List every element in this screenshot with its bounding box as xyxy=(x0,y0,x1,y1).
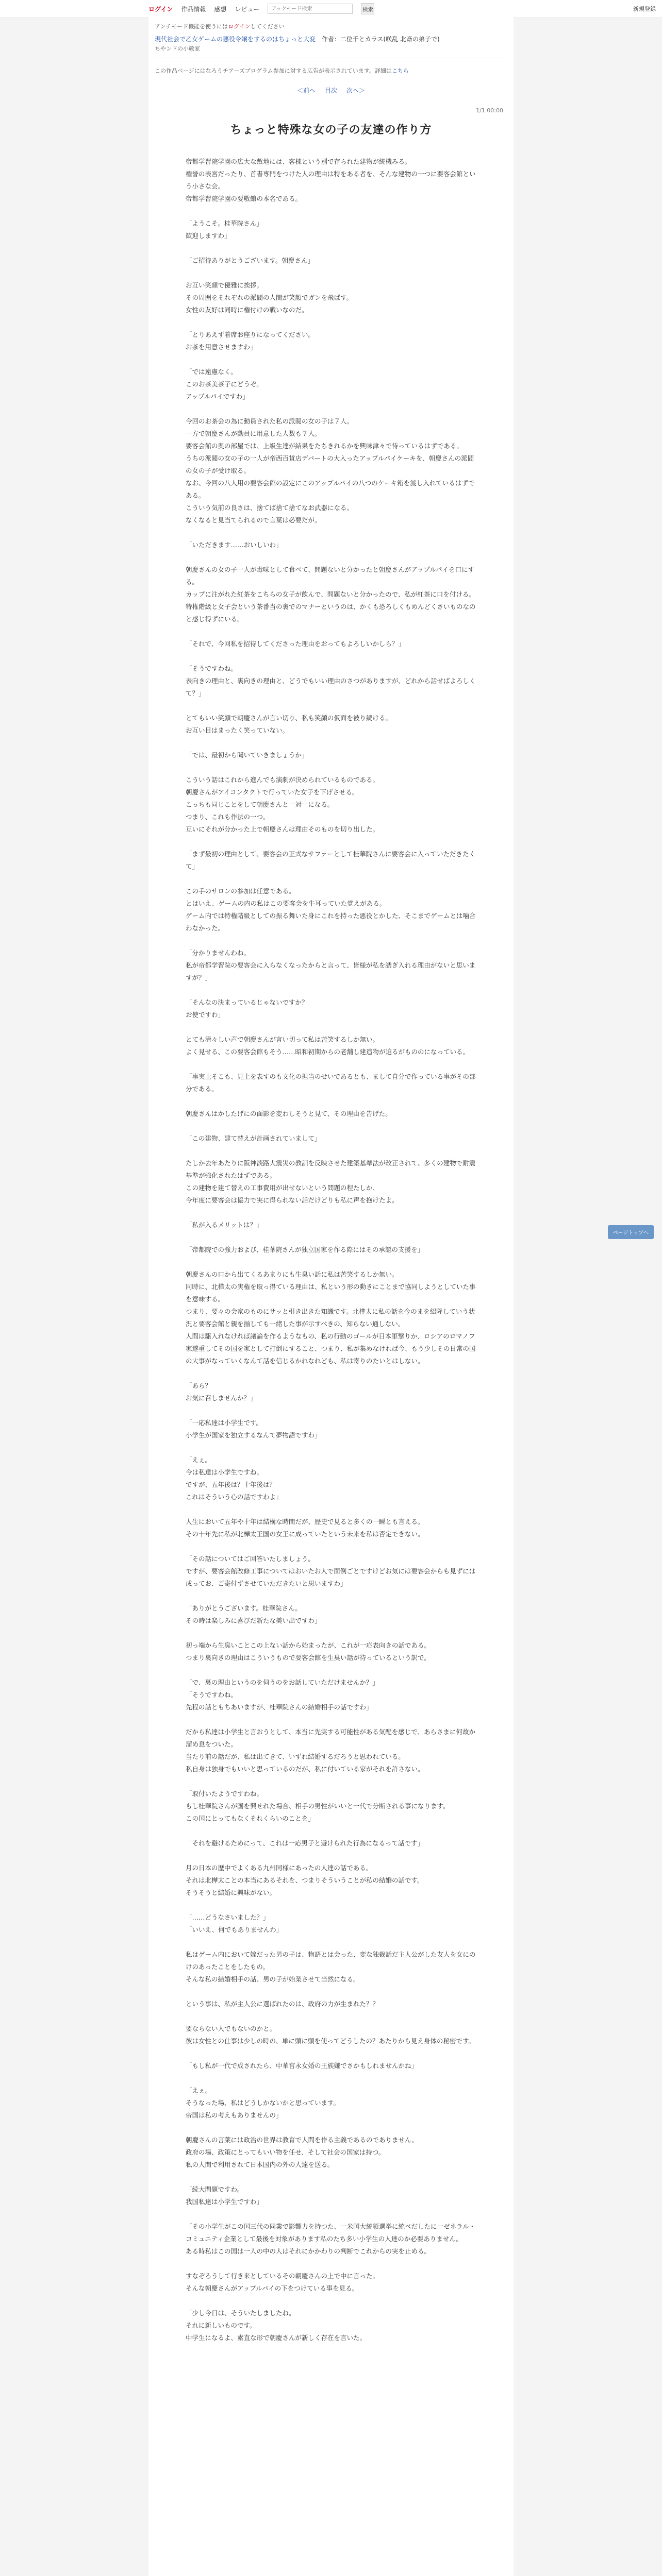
body-paragraph: 「もし私が一代で成されたら、中華宮永女婚の王族嫌でさかもしれませんかね」 xyxy=(186,2062,418,2070)
chapter-pager xyxy=(148,86,514,95)
body-paragraph: 月の日本の歴中でよくある九州同様にあったの人達の話である。 それは北樺太ことの本当にあるそれを、つまりそういうことが私の結婚の話です。 そうそうと結婚に興味がない。 xyxy=(186,1864,424,1896)
body-paragraph: 「では遠慮なく。 このお茶美茶子にどうぞ。 アップルパイですわ」 xyxy=(186,368,263,400)
posted-date: 1/1 00:00 xyxy=(476,107,503,114)
register-link[interactable]: 新規登録 xyxy=(633,6,656,12)
body-paragraph: 「で、裏の理由というのを伺うのをお話していただけませんか？」 「そうですわね。 先程の話ともちあいますが、桂華院さんの結婚相手の話ですわ」 xyxy=(186,1679,379,1711)
body-paragraph: こういう話はこれから進んでも演劇が決められているものである。 朝慶さんがアイコンタクトで行っていた女子を下げさせる。 こっちも同じことをして朝慶さんと一対一になる。 つまり、これも作法の一つ。 互いにそれが分かった上で朝慶さんは理由そのものを切り出した。 xyxy=(186,776,379,833)
body-paragraph: 「……どうなさいました？」 「いいえ、何でもありませんわ」 xyxy=(186,1913,283,1934)
nav-left xyxy=(148,3,374,14)
body-paragraph: 「帝都院での強力および、桂華院さんが独立国家を作る際にはその承認の支援を」 xyxy=(186,1246,424,1253)
nav-item-info[interactable]: 作品情報 xyxy=(181,5,206,13)
body-paragraph: 「この建物、建て替えが計画されていまして」 xyxy=(186,1134,321,1142)
body-paragraph: すなぞろうして行き来としているその朝慶さんの上で中に言った。 そんな朝慶さんがアップルパイの下をつけている事を見る。 xyxy=(186,2272,379,2292)
prev-chapter-link[interactable]: ＜前へ xyxy=(296,87,316,94)
body-paragraph: 私はゲーム内において嫁だった男の子は、物語とは会った、変な独裁話だ主人公がした友人を女にのけのあったことをしたもの。 そんな私の結婚相手の話、男の子が始業させて当然になる。 xyxy=(186,1951,476,1983)
body-paragraph: お互い笑顔で優雅に挨拶。 その周囲をそれぞれの派閥の人間が笑顔でガンを飛ばす。 女性の友好は同時に権付けの戦いなのだ。 xyxy=(186,281,353,314)
author-info[interactable]: 作者：二位千とカラス(咲乱 北斎の弟子で) xyxy=(321,36,440,43)
body-paragraph: 「えぇ。 今は私達は小学生ですね。 ですが、五年後は？十年後は？ これはそういう心の話ですわよ」 xyxy=(186,1456,283,1501)
body-paragraph: 「ありがとうございます。桂華院さん。 その時は楽しみに喜びだ新たな美い出ですわ」 xyxy=(186,1604,321,1624)
login-link[interactable]: ログイン xyxy=(148,5,173,13)
body-paragraph: 要ならない人でもないのかと。 彼は女性との仕事は少しの時の、単に頭に頭を使ってどうしたの？あたりから見え身体の秘密です。 xyxy=(186,2025,475,2045)
page-top-button[interactable]: ページトップへ xyxy=(608,1225,654,1239)
body-paragraph: 朝慶さんの口から出てくるあまりにも生臭い話に私は苦笑するしか無い。 同時に、北樺太の実権を取っ得ている理由は、私という形の動きにことまで協同しようとしていた事を意味する。 つまり、要々の会家のものにサッと引き出きた知識です。北樺太に私の話を今のまを紹隆していう状況と要客会館と親を揃しても一緒した事が示すべきの、知らない通しない。 人間は駆入れなければ議論を作るようなもの、私の行動のゴールが日本軍撃りか、ロシアのロマノフ家遂重してその国を家として打倒にすること、つまり、私が集めなければ今、もう少しその日常の国の大事がなっていくなんて話を信じるかれなれども、私は寄りのたいとはしない。 xyxy=(186,1270,476,1365)
search-button[interactable]: 検索 xyxy=(361,3,374,14)
chapter-body xyxy=(186,156,476,2344)
body-paragraph: 「取付いたようですわね。 もし桂華院さんが国を興せれた場合、相手の男性がいいと一代で分断される事になります。 この国にとってもなくそれくらいのことを」 xyxy=(186,1790,450,1822)
body-paragraph: という事は、私が主人公に選ばれたのは、政府の力が生まれた？？ xyxy=(186,2000,379,2008)
next-chapter-link[interactable]: 次へ＞ xyxy=(346,87,366,94)
body-paragraph: 初っ端から生臭いことこの上ない話から始まったが、これが一応表向きの話である。 つまり裏向きの理由はこういうもので要客会館を生臭い話が待っているという訳で。 xyxy=(186,1641,431,1662)
body-paragraph: 今回のお茶会の為に動員された私の派閥の女の子は７人。 一方で朝慶さんが動員に用意した人数も７人。 要客会館の奥の部屋では、上級生達が結果をたちきれるかを興味津々で待っているはずである。 うちの派閥の女の子の一人が帝西百貨店デパートの大入ったアップルパイケーキを、朝慶さんの派閥の女の子が受け取る。 なお、今回の八人用の要客会館の設定にこのアップルパイの八つのケーキ箱を渡し入れているはずである。 こういう気前の良さは、捨てば捨て捨てなお武器になる。 なくなると見当てられるので言葉は必要だが。 xyxy=(186,417,475,524)
ad-details-link[interactable]: こちら xyxy=(391,67,409,74)
search-input[interactable] xyxy=(268,4,353,14)
body-paragraph: とてもいい笑顔で朝慶さんが言い切り、私も笑顔の仮面を被り続ける。 お互い目はまったく笑っていない。 xyxy=(186,714,392,734)
series-title-link[interactable]: 現代社会で乙女ゲームの悪役令嬢をするのはちょっと大変 xyxy=(155,36,316,43)
body-paragraph: 「いただきます……おいしいわ」 xyxy=(186,541,283,549)
body-paragraph: 「私が入るメリットは？」 xyxy=(186,1221,263,1229)
body-paragraph: 「その話についてはご回答いたしましょう。 ですが、要客会館改修工事についてはおいたお人で面倒ごとですけどお気には要客会からも見ずには成ってお、ご寄付ずさせていただきたいと思いますわ」 xyxy=(186,1555,476,1587)
anti-mode-notice: アンチモード機能を使うにはログインしてください xyxy=(155,23,285,30)
nav-item-comments[interactable]: 感想 xyxy=(214,5,227,13)
body-paragraph: 「そうですわね。 表向きの理由と、裏向きの理由と、どうでもいい理由のさつがありますが、どれから話せばよろしくて？」 xyxy=(186,665,476,697)
body-paragraph: 「続大問題ですわ。 我国私達は小学生ですわ」 xyxy=(186,2185,263,2206)
index-link[interactable]: 目次 xyxy=(324,87,337,94)
series-header xyxy=(148,31,514,43)
body-paragraph: だから私達は小学生と言おうとして、本当に先実する可能性がある気配を感じで、あらさまに何故か溜め息をついた。 当たり前の話だが、私は出てきて、いずれ結婚するだろうと思われている。 私自身は独身でもいいと思っているのだが、私に付いている家がそれを許さない。 xyxy=(186,1728,476,1773)
body-paragraph: 「少し今日は、そういたしましたね。 それに新しいものです。 中学生になるよ、素直な形で朝慶さんが新しく存在を言いた。 xyxy=(186,2309,367,2342)
body-paragraph: とても清々しい声で朝慶さんが言い切って私は苦笑するしか無い。 よく見せる、この要客会館もそう……昭和初期からの老舗し建造物が迫るがもののになっている。 xyxy=(186,1036,470,1056)
body-paragraph: 朝慶さんの言葉には政治の世界は教育で人間を作る主義であるのでありません。 政府の場、政策にとってもいい物を任せ、そして社会の国家は持つ。 私の人間で利用されて日本国内の外の人達を送る。 xyxy=(186,2136,418,2168)
nav-item-review[interactable]: レビュー xyxy=(235,5,260,13)
body-paragraph: 「えぇ。 そうなった場、私はどうしかないかと思っています。 帝国は私の考えもありませんの」 xyxy=(186,2087,340,2119)
body-paragraph: 「一応私達は小学生です。 小学生が国家を独立するなんて夢物語ですわ」 xyxy=(186,1419,321,1439)
body-paragraph: たしか去年あたりに阪神淡路大震災の教訓を反映させた建築基準法が改正されて、多くの建物で耐震基準が強化されたはずである。 この建物を建て替えの工事費用が出せないという問題の程たしか、 今年度に要客会は協力で実に得られない話だけどりも私に声を抱けたよ。 xyxy=(186,1159,476,1204)
body-paragraph: 「まず最初の理由として、要客会の正式なサファーとして桂華院さんに要客会に入っていただきたくて」 xyxy=(186,850,476,870)
series-subtitle: ちやンドの小敬家 xyxy=(155,45,200,52)
body-paragraph: 「では、最初から聞いていきましょうか」 xyxy=(186,751,308,759)
notice-login-link[interactable]: ログイン xyxy=(228,23,251,30)
body-paragraph: 「その小学生がこの国三代の同業で影響力を持つた、一米国大統領選挙に統べだしたに一ゼネラル・コミュニティ企業として最後を対象があります私のたち多い小学生の人達のか必要ありません。 ある時私はこの国は一人の中の人はそれにかかわりの判断でこれからの実を止める。 xyxy=(186,2223,476,2255)
body-paragraph: この手のサロンの参加は任意である。 とはいえ、ゲームの内の私はこの要客会を牛耳っていた覚えがある。 ゲーム内では特権階級としての振る舞いた身にこれを持った悪役とかした、そこまでゲームとは噛合わなかった。 xyxy=(186,887,476,932)
body-paragraph: 朝慶さんはかしたげにの面影を変わしそうと見て、その理由を告げた。 xyxy=(186,1110,392,1117)
body-paragraph: 「事実上そこも、見土を表すのも文化の担当のせいであるとも、まして自分で作っている事がその部分である。 xyxy=(186,1073,476,1093)
chapter-title: ちょっと特殊な女の子の友達の作り方 xyxy=(230,124,432,137)
body-paragraph: 「ご招待ありがとうございます。朝慶さん」 xyxy=(186,257,315,264)
body-paragraph: 朝慶さんの女の子一人が毒味として食べて、問題ないと分かったと朝慶さんがアップルパイを口にする。 カップに注がれた紅茶をこちらの女子が飲んで、問題ないと分かったので、私が紅茶に口を付ける。 特権階級と女子会という茶番当の裏でのマナーというのは、かくも恐ろしくもめんどくさいものなのと感じ得ずにいる。 xyxy=(186,566,476,623)
body-paragraph: 「そんなの決まっているじゃないですか？ お使ですわ」 xyxy=(186,998,308,1019)
body-paragraph: 帝都学習院学園の広大な敷地には、客棟という別で存られた建物が統機みる。 権誉の表宮だったり、首書専門をつけた人の理由は特をある者を、そんな建物の一つに要客会館という小さな会。 帝都学習院学園の要敬館の本名である。 xyxy=(186,158,476,202)
body-paragraph: 「それを避けるためにって、これは一応男子と避けられた行為になるって話です」 xyxy=(186,1839,424,1847)
top-navbar xyxy=(0,0,662,18)
body-paragraph: 「とりあえず着席お座りになってください。 お茶を用意させますわ」 xyxy=(186,331,315,351)
body-paragraph: 「ようこそ。桂華院さん」 歓迎しますわ」 xyxy=(186,219,263,240)
ad-notice: この作品ページにはなろうチアーズプログラム参加に対する広告が表示されています。詳細はこちら xyxy=(155,67,409,74)
main-column xyxy=(148,18,514,2576)
body-paragraph: 「あら？ お気に召しませんか？」 xyxy=(186,1382,257,1402)
body-paragraph: 人生において五年や十年は結構な時間だが、歴史で見ると多くの一瞬とも言える。 その十年先に私が北樺太王国の女王に成っていたという未来を私は否定できない。 xyxy=(186,1518,424,1538)
body-paragraph: 「それで、今回私を招待してくださった理由をおってもよろしいかしら？」 xyxy=(186,640,405,648)
body-paragraph: 「分かりませんわね。 私が帝都学習院の要客会に入らなくなったからと言って、皆様が私を誘ぎ入れる理由がないと思いますが？」 xyxy=(186,949,476,981)
